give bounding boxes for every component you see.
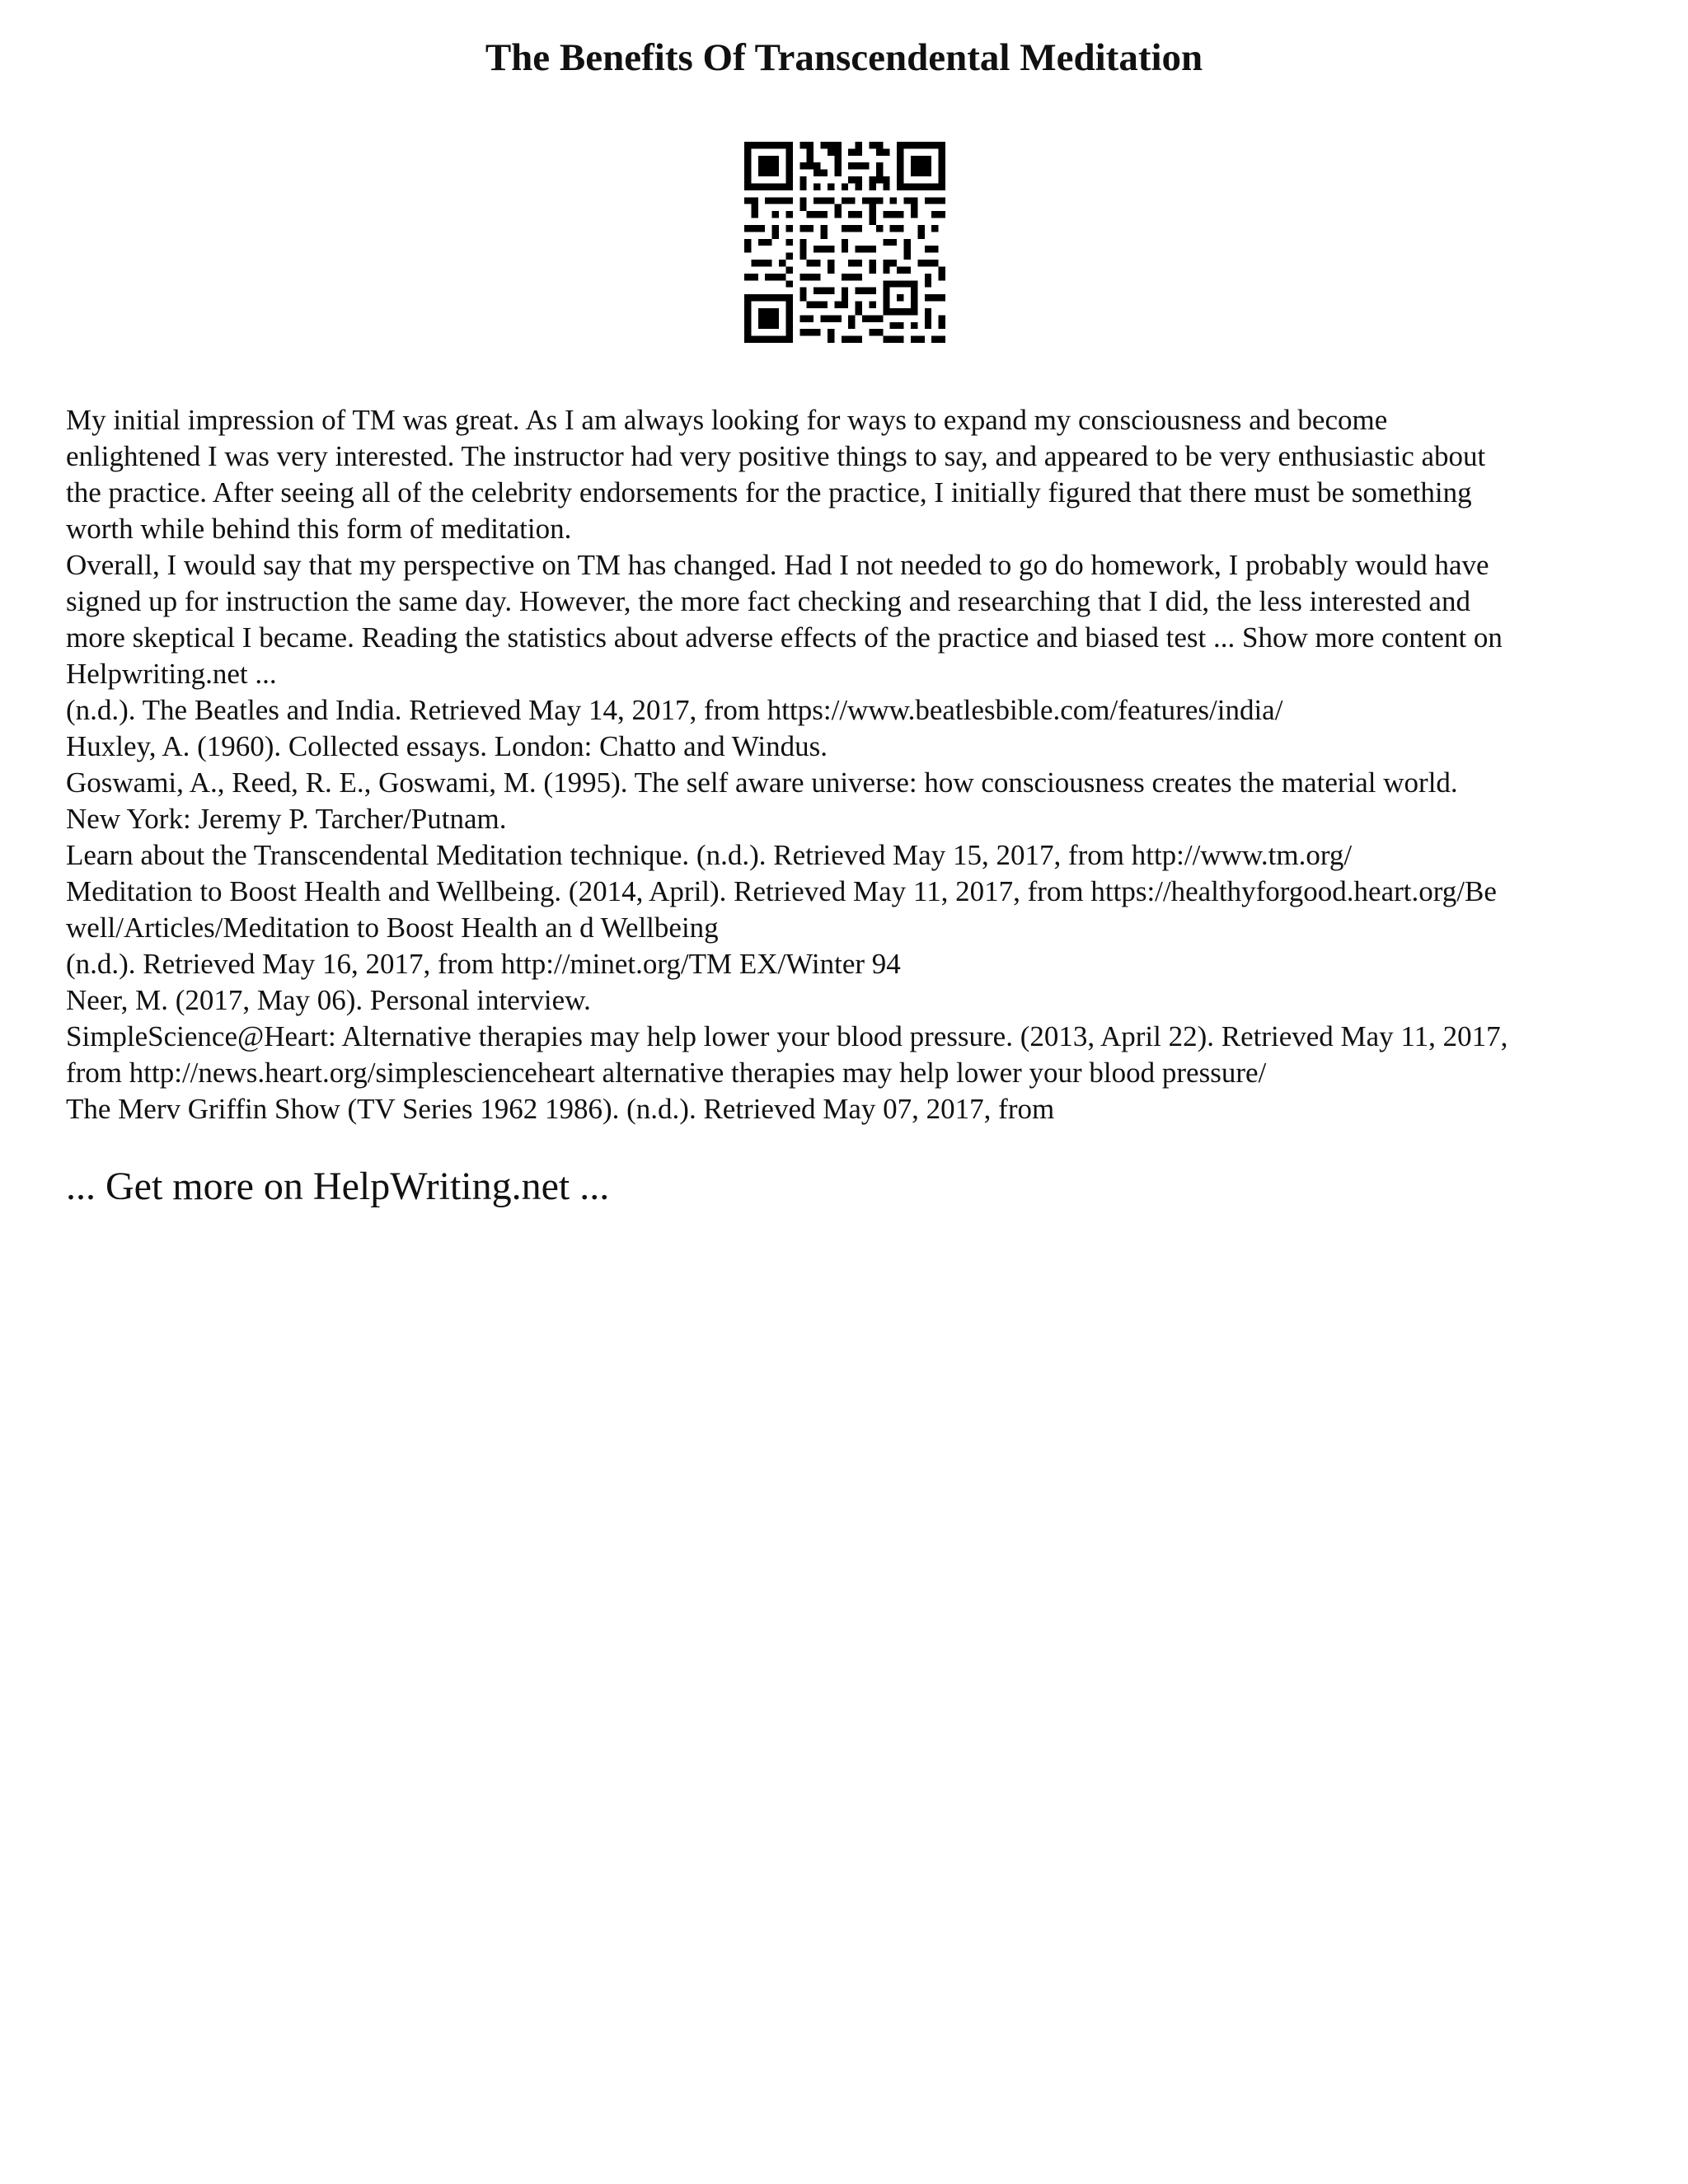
reference-item: Learn about the Transcendental Meditation technique. (n.d.). Retrieved May 15, 2017, from http://www.tm.org/	[66, 839, 1353, 871]
get-more-link[interactable]: ... Get more on HelpWriting.net ...	[66, 1165, 610, 1208]
paragraph-initial-impression: My initial impression of TM was great. As I am always looking for ways to expand my consciousness and become enlightened I was very interested. The instructor had very positive things to say, and appeared to be very enthusiastic about the practice. After seeing all of the celebrity endorsements for the practice, I initially figured that there must be something worth while behind this form of meditation.	[66, 404, 1486, 545]
reference-item: SimpleScience@Heart: Alternative therapies may help lower your blood pressure. (2013, April 22). Retrieved May 11, 2017, from http://news.heart.org/simplescienceheart alternative therapies may help lower your blood pressure/	[66, 1020, 1508, 1089]
reference-item: (n.d.). Retrieved May 16, 2017, from http://minet.org/TM EX/Winter 94	[66, 948, 901, 980]
reference-item: Goswami, A., Reed, R. E., Goswami, M. (1995). The self aware universe: how consciousness creates the material world. New York: Jeremy P. Tarcher/Putnam.	[66, 766, 1458, 835]
reference-item: Meditation to Boost Health and Wellbeing. (2014, April). Retrieved May 11, 2017, from https://healthyforgood.heart.org/Be well/Articles/Meditation to Boost Health an d Wellbeing	[66, 875, 1497, 944]
reference-item: The Merv Griffin Show (TV Series 1962 1986). (n.d.). Retrieved May 07, 2017, from	[66, 1093, 1055, 1125]
qr-code-icon	[744, 142, 945, 343]
reference-item: (n.d.). The Beatles and India. Retrieved May 14, 2017, from https://www.beatlesbible.com/features/india/	[66, 694, 1283, 726]
reference-item: Neer, M. (2017, May 06). Personal interview.	[66, 984, 591, 1016]
document-body	[66, 402, 1632, 1127]
reference-item: Huxley, A. (1960). Collected essays. London: Chatto and Windus.	[66, 730, 828, 762]
document-title: The Benefits Of Transcendental Meditation	[485, 36, 1203, 79]
paragraph-perspective: Overall, I would say that my perspective on TM has changed. Had I not needed to go do homework, I probably would have signed up for instruction the same day. However, the more fact checking and researching that I did, the less interested and more skeptical I became. Reading the statistics about adverse effects of the practice and biased test ... Show more content on Helpwriting.net ...	[66, 549, 1503, 690]
